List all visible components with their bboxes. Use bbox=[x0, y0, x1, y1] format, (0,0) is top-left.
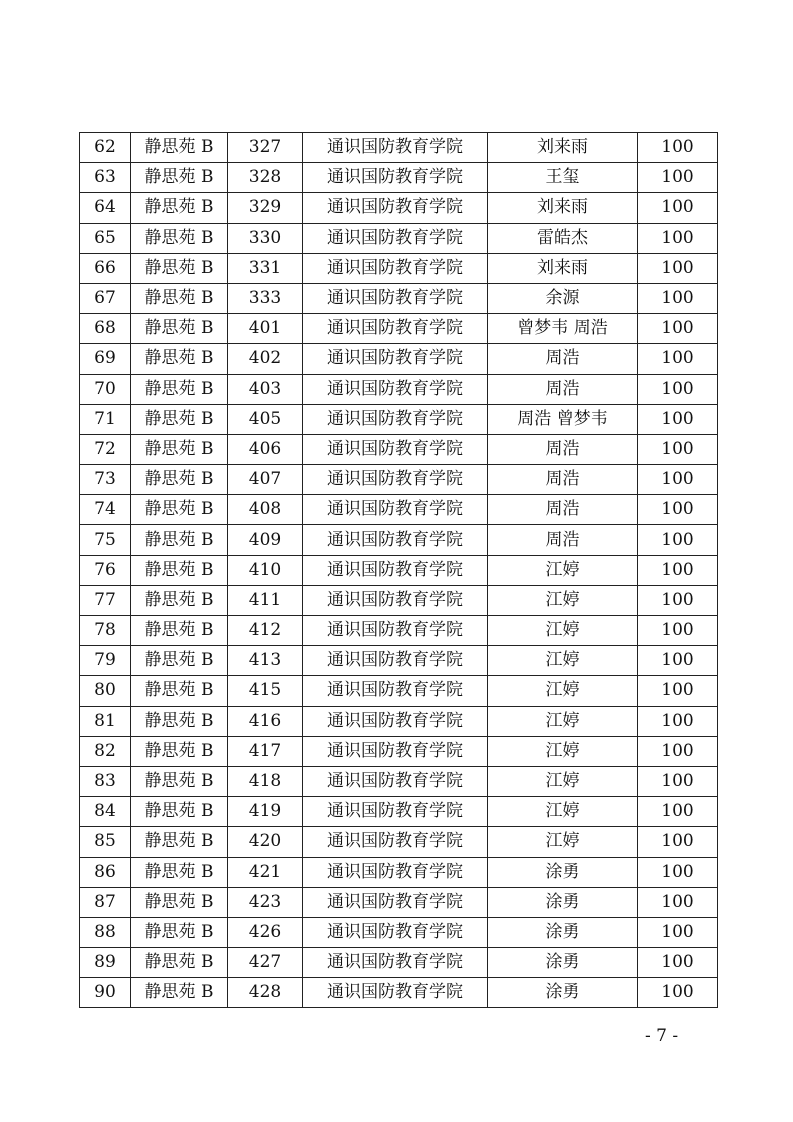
row-index-cell: 90 bbox=[80, 978, 131, 1008]
table-row bbox=[80, 344, 718, 374]
college-cell: 通识国防教育学院 bbox=[303, 253, 488, 283]
row-index-cell: 88 bbox=[80, 917, 131, 947]
score-cell: 100 bbox=[638, 253, 718, 283]
room-number-cell: 410 bbox=[228, 555, 303, 585]
college-cell: 通识国防教育学院 bbox=[303, 857, 488, 887]
table-row bbox=[80, 797, 718, 827]
responsible-person-cell: 江婷 bbox=[488, 676, 638, 706]
row-index-cell: 86 bbox=[80, 857, 131, 887]
score-cell: 100 bbox=[638, 676, 718, 706]
table-row bbox=[80, 887, 718, 917]
row-index-cell: 79 bbox=[80, 646, 131, 676]
table-row bbox=[80, 223, 718, 253]
table-row bbox=[80, 163, 718, 193]
table-body bbox=[80, 133, 718, 1008]
row-index-cell: 80 bbox=[80, 676, 131, 706]
row-index-cell: 72 bbox=[80, 434, 131, 464]
room-number-cell: 427 bbox=[228, 948, 303, 978]
score-cell: 100 bbox=[638, 736, 718, 766]
room-number-cell: 333 bbox=[228, 283, 303, 313]
room-number-cell: 329 bbox=[228, 193, 303, 223]
score-cell: 100 bbox=[638, 193, 718, 223]
college-cell: 通识国防教育学院 bbox=[303, 495, 488, 525]
building-cell: 静思苑 B bbox=[131, 857, 228, 887]
row-index-cell: 84 bbox=[80, 797, 131, 827]
room-number-cell: 403 bbox=[228, 374, 303, 404]
table-row bbox=[80, 857, 718, 887]
responsible-person-cell: 周浩 bbox=[488, 465, 638, 495]
row-index-cell: 85 bbox=[80, 827, 131, 857]
row-index-cell: 78 bbox=[80, 616, 131, 646]
score-cell: 100 bbox=[638, 948, 718, 978]
room-number-cell: 407 bbox=[228, 465, 303, 495]
score-cell: 100 bbox=[638, 887, 718, 917]
table-row bbox=[80, 676, 718, 706]
responsible-person-cell: 涂勇 bbox=[488, 978, 638, 1008]
room-number-cell: 331 bbox=[228, 253, 303, 283]
college-cell: 通识国防教育学院 bbox=[303, 374, 488, 404]
building-cell: 静思苑 B bbox=[131, 736, 228, 766]
responsible-person-cell: 涂勇 bbox=[488, 887, 638, 917]
table-row bbox=[80, 646, 718, 676]
building-cell: 静思苑 B bbox=[131, 585, 228, 615]
score-cell: 100 bbox=[638, 283, 718, 313]
building-cell: 静思苑 B bbox=[131, 283, 228, 313]
table-row bbox=[80, 917, 718, 947]
row-index-cell: 76 bbox=[80, 555, 131, 585]
row-index-cell: 71 bbox=[80, 404, 131, 434]
responsible-person-cell: 周浩 bbox=[488, 344, 638, 374]
building-cell: 静思苑 B bbox=[131, 163, 228, 193]
score-cell: 100 bbox=[638, 525, 718, 555]
responsible-person-cell: 余源 bbox=[488, 283, 638, 313]
row-index-cell: 81 bbox=[80, 706, 131, 736]
score-cell: 100 bbox=[638, 223, 718, 253]
table-row bbox=[80, 253, 718, 283]
score-cell: 100 bbox=[638, 314, 718, 344]
score-cell: 100 bbox=[638, 163, 718, 193]
building-cell: 静思苑 B bbox=[131, 193, 228, 223]
row-index-cell: 62 bbox=[80, 133, 131, 163]
college-cell: 通识国防教育学院 bbox=[303, 616, 488, 646]
building-cell: 静思苑 B bbox=[131, 646, 228, 676]
room-number-cell: 419 bbox=[228, 797, 303, 827]
score-cell: 100 bbox=[638, 404, 718, 434]
building-cell: 静思苑 B bbox=[131, 495, 228, 525]
responsible-person-cell: 涂勇 bbox=[488, 917, 638, 947]
row-index-cell: 77 bbox=[80, 585, 131, 615]
responsible-person-cell: 周浩 bbox=[488, 525, 638, 555]
college-cell: 通识国防教育学院 bbox=[303, 917, 488, 947]
score-cell: 100 bbox=[638, 616, 718, 646]
room-number-cell: 413 bbox=[228, 646, 303, 676]
room-number-cell: 418 bbox=[228, 766, 303, 796]
row-index-cell: 69 bbox=[80, 344, 131, 374]
building-cell: 静思苑 B bbox=[131, 434, 228, 464]
building-cell: 静思苑 B bbox=[131, 223, 228, 253]
table-row bbox=[80, 404, 718, 434]
score-cell: 100 bbox=[638, 555, 718, 585]
college-cell: 通识国防教育学院 bbox=[303, 736, 488, 766]
college-cell: 通识国防教育学院 bbox=[303, 827, 488, 857]
responsible-person-cell: 曾梦韦 周浩 bbox=[488, 314, 638, 344]
table-row bbox=[80, 283, 718, 313]
building-cell: 静思苑 B bbox=[131, 374, 228, 404]
responsible-person-cell: 周浩 bbox=[488, 374, 638, 404]
room-number-cell: 327 bbox=[228, 133, 303, 163]
score-cell: 100 bbox=[638, 585, 718, 615]
table-row bbox=[80, 555, 718, 585]
room-number-cell: 417 bbox=[228, 736, 303, 766]
college-cell: 通识国防教育学院 bbox=[303, 133, 488, 163]
score-cell: 100 bbox=[638, 917, 718, 947]
building-cell: 静思苑 B bbox=[131, 525, 228, 555]
room-number-cell: 406 bbox=[228, 434, 303, 464]
room-number-cell: 423 bbox=[228, 887, 303, 917]
score-cell: 100 bbox=[638, 133, 718, 163]
college-cell: 通识国防教育学院 bbox=[303, 344, 488, 374]
responsible-person-cell: 江婷 bbox=[488, 585, 638, 615]
table-row bbox=[80, 525, 718, 555]
responsible-person-cell: 涂勇 bbox=[488, 948, 638, 978]
building-cell: 静思苑 B bbox=[131, 676, 228, 706]
table-row bbox=[80, 434, 718, 464]
responsible-person-cell: 江婷 bbox=[488, 736, 638, 766]
room-number-cell: 411 bbox=[228, 585, 303, 615]
responsible-person-cell: 江婷 bbox=[488, 766, 638, 796]
building-cell: 静思苑 B bbox=[131, 978, 228, 1008]
room-number-cell: 328 bbox=[228, 163, 303, 193]
responsible-person-cell: 江婷 bbox=[488, 706, 638, 736]
table-row bbox=[80, 978, 718, 1008]
building-cell: 静思苑 B bbox=[131, 253, 228, 283]
room-number-cell: 402 bbox=[228, 344, 303, 374]
building-cell: 静思苑 B bbox=[131, 465, 228, 495]
row-index-cell: 74 bbox=[80, 495, 131, 525]
score-cell: 100 bbox=[638, 434, 718, 464]
college-cell: 通识国防教育学院 bbox=[303, 434, 488, 464]
table-row bbox=[80, 314, 718, 344]
row-index-cell: 83 bbox=[80, 766, 131, 796]
table-row bbox=[80, 374, 718, 404]
score-cell: 100 bbox=[638, 797, 718, 827]
responsible-person-cell: 周浩 bbox=[488, 495, 638, 525]
responsible-person-cell: 周浩 bbox=[488, 434, 638, 464]
building-cell: 静思苑 B bbox=[131, 344, 228, 374]
table-row bbox=[80, 465, 718, 495]
score-cell: 100 bbox=[638, 857, 718, 887]
row-index-cell: 89 bbox=[80, 948, 131, 978]
row-index-cell: 64 bbox=[80, 193, 131, 223]
room-number-cell: 428 bbox=[228, 978, 303, 1008]
table-row bbox=[80, 766, 718, 796]
room-number-cell: 426 bbox=[228, 917, 303, 947]
room-number-cell: 421 bbox=[228, 857, 303, 887]
college-cell: 通识国防教育学院 bbox=[303, 525, 488, 555]
room-number-cell: 409 bbox=[228, 525, 303, 555]
building-cell: 静思苑 B bbox=[131, 133, 228, 163]
responsible-person-cell: 涂勇 bbox=[488, 857, 638, 887]
score-cell: 100 bbox=[638, 766, 718, 796]
table-row bbox=[80, 827, 718, 857]
room-number-cell: 401 bbox=[228, 314, 303, 344]
college-cell: 通识国防教育学院 bbox=[303, 706, 488, 736]
row-index-cell: 63 bbox=[80, 163, 131, 193]
row-index-cell: 70 bbox=[80, 374, 131, 404]
table-row bbox=[80, 193, 718, 223]
responsible-person-cell: 刘来雨 bbox=[488, 253, 638, 283]
table-row bbox=[80, 616, 718, 646]
responsible-person-cell: 王玺 bbox=[488, 163, 638, 193]
building-cell: 静思苑 B bbox=[131, 887, 228, 917]
building-cell: 静思苑 B bbox=[131, 766, 228, 796]
responsible-person-cell: 雷皓杰 bbox=[488, 223, 638, 253]
building-cell: 静思苑 B bbox=[131, 797, 228, 827]
college-cell: 通识国防教育学院 bbox=[303, 948, 488, 978]
page-number: - 7 - bbox=[645, 1026, 679, 1046]
building-cell: 静思苑 B bbox=[131, 314, 228, 344]
row-index-cell: 65 bbox=[80, 223, 131, 253]
college-cell: 通识国防教育学院 bbox=[303, 163, 488, 193]
room-number-cell: 420 bbox=[228, 827, 303, 857]
responsible-person-cell: 江婷 bbox=[488, 616, 638, 646]
responsible-person-cell: 刘来雨 bbox=[488, 193, 638, 223]
score-cell: 100 bbox=[638, 465, 718, 495]
responsible-person-cell: 江婷 bbox=[488, 646, 638, 676]
building-cell: 静思苑 B bbox=[131, 917, 228, 947]
row-index-cell: 87 bbox=[80, 887, 131, 917]
row-index-cell: 66 bbox=[80, 253, 131, 283]
table-row bbox=[80, 133, 718, 163]
responsible-person-cell: 江婷 bbox=[488, 555, 638, 585]
college-cell: 通识国防教育学院 bbox=[303, 766, 488, 796]
building-cell: 静思苑 B bbox=[131, 404, 228, 434]
responsible-person-cell: 江婷 bbox=[488, 797, 638, 827]
table-row bbox=[80, 736, 718, 766]
room-number-cell: 408 bbox=[228, 495, 303, 525]
score-cell: 100 bbox=[638, 344, 718, 374]
college-cell: 通识国防教育学院 bbox=[303, 283, 488, 313]
score-cell: 100 bbox=[638, 706, 718, 736]
college-cell: 通识国防教育学院 bbox=[303, 646, 488, 676]
college-cell: 通识国防教育学院 bbox=[303, 797, 488, 827]
building-cell: 静思苑 B bbox=[131, 706, 228, 736]
building-cell: 静思苑 B bbox=[131, 948, 228, 978]
responsible-person-cell: 刘来雨 bbox=[488, 133, 638, 163]
score-cell: 100 bbox=[638, 827, 718, 857]
table-row bbox=[80, 706, 718, 736]
row-index-cell: 68 bbox=[80, 314, 131, 344]
room-number-cell: 330 bbox=[228, 223, 303, 253]
dormitory-score-table bbox=[79, 132, 718, 1008]
college-cell: 通识国防教育学院 bbox=[303, 978, 488, 1008]
building-cell: 静思苑 B bbox=[131, 827, 228, 857]
score-cell: 100 bbox=[638, 978, 718, 1008]
table-row bbox=[80, 948, 718, 978]
row-index-cell: 67 bbox=[80, 283, 131, 313]
table-row bbox=[80, 495, 718, 525]
score-cell: 100 bbox=[638, 495, 718, 525]
college-cell: 通识国防教育学院 bbox=[303, 223, 488, 253]
college-cell: 通识国防教育学院 bbox=[303, 193, 488, 223]
room-number-cell: 415 bbox=[228, 676, 303, 706]
score-cell: 100 bbox=[638, 646, 718, 676]
responsible-person-cell: 江婷 bbox=[488, 827, 638, 857]
college-cell: 通识国防教育学院 bbox=[303, 555, 488, 585]
college-cell: 通识国防教育学院 bbox=[303, 887, 488, 917]
row-index-cell: 82 bbox=[80, 736, 131, 766]
college-cell: 通识国防教育学院 bbox=[303, 585, 488, 615]
building-cell: 静思苑 B bbox=[131, 555, 228, 585]
college-cell: 通识国防教育学院 bbox=[303, 465, 488, 495]
room-number-cell: 405 bbox=[228, 404, 303, 434]
room-number-cell: 416 bbox=[228, 706, 303, 736]
college-cell: 通识国防教育学院 bbox=[303, 404, 488, 434]
college-cell: 通识国防教育学院 bbox=[303, 676, 488, 706]
college-cell: 通识国防教育学院 bbox=[303, 314, 488, 344]
building-cell: 静思苑 B bbox=[131, 616, 228, 646]
responsible-person-cell: 周浩 曾梦韦 bbox=[488, 404, 638, 434]
row-index-cell: 75 bbox=[80, 525, 131, 555]
table-row bbox=[80, 585, 718, 615]
room-number-cell: 412 bbox=[228, 616, 303, 646]
score-cell: 100 bbox=[638, 374, 718, 404]
row-index-cell: 73 bbox=[80, 465, 131, 495]
